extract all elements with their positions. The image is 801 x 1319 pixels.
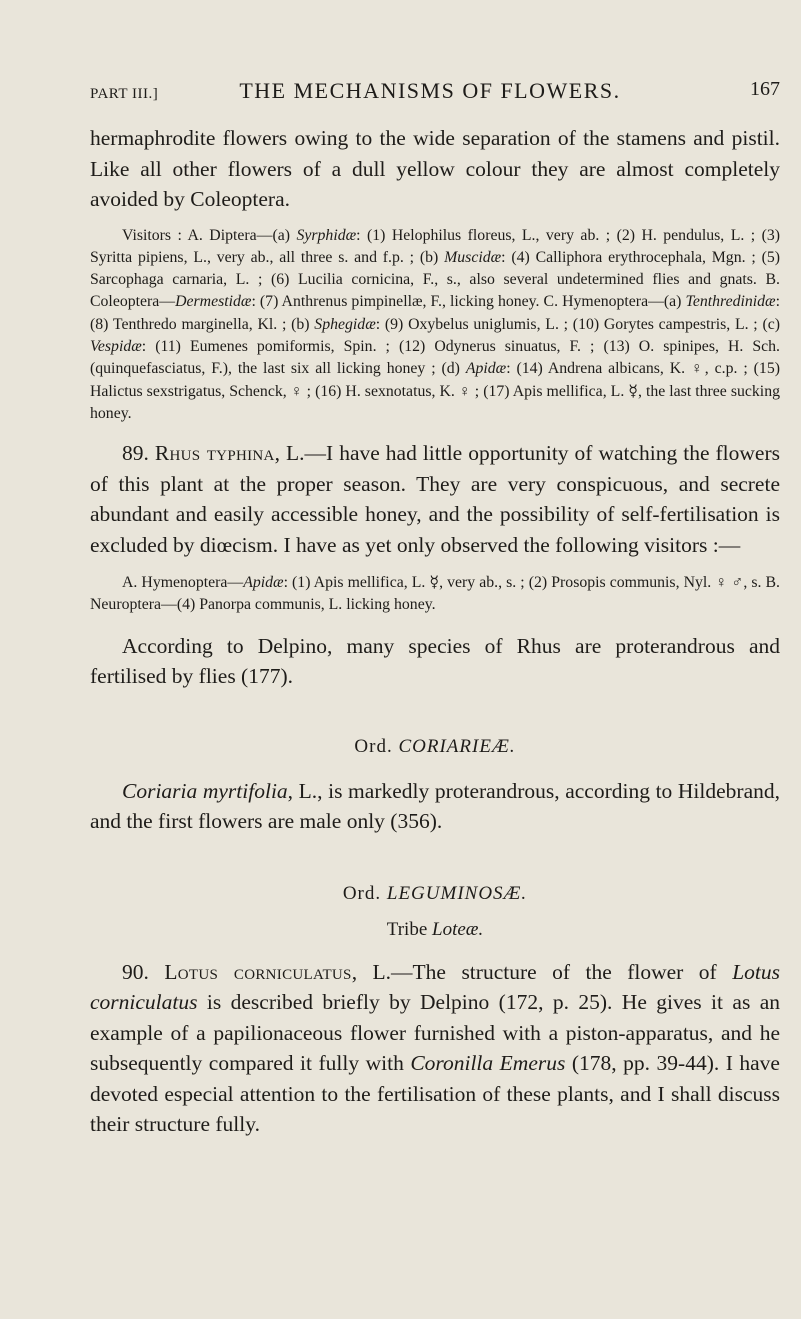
tribe-heading-loteae: Tribe Loteæ. [386,918,484,940]
visitors-list-rhus-cotinus: Visitors : A. Diptera—(a) Syrphidæ: (1) Helophilus floreus, L., very ab. ; (2) H. pendulus, L. ; (3) Syritta pipiens, L., very ab., all three s. and f.p. ; (b) Muscidæ: (4) Calliphora erythrocephala, Mgn. ; (5) Sarcophaga carnaria, L. ; (6) Lucilia cornicina, F., s., also several undetermined flies and gnats. B. Coleoptera—Dermestidæ: (7) Anthrenus pimpinellæ, F., licking honey. C. Hymenoptera—(a) Tenthredinidæ: (8) Tenthredo marginella, Kl. ; (b) Sphegidæ: (9) Oxybelus uniglumis, L. ; (10) Gorytes campestris, L. ; (c) Vespidæ: (11) Eumenes pomiformis, Spin. ; (12) Odynerus sinuatus, F. ; (13) O. spinipes, H. Sch. (quinquefasciatus, F.), the last six all licking honey ; (d) Apidæ: (14) Andrena albicans, K. ♀, c.p. ; (15) Halictus sexstrigatus, Schenck, ♀ ; (16) H. sexnotatus, K. ♀ ; (17) Apis mellifica, L. ☿, the last three sucking honey. [90,226,781,422]
paragraph-continued: hermaphrodite flowers owing to the wide separation of the stamens and pistil. Like all other flowers of a dull yellow colour they are almost completely avoided by Coleoptera. [90,126,780,211]
section-89-rhus-typhina: 89. Rhus typhina, L.—I have had little opportunity of watching the flowers of this plant at the proper season. They are very conspicuous, and secrete abundant and easily accessible honey, and the possibility of self-fertilisation is excluded by diœcism. I have as yet only observed the following visitors :— [90,441,781,557]
order-heading-coriarieae: Ord. CORIARIEÆ. [354,735,516,757]
order-heading-leguminosae: Ord. LEGUMINOSÆ. [342,882,528,904]
visitors-list-rhus-typhina: A. Hymenoptera—Apidæ: (1) Apis mellifica, L. ☿, very ab., s. ; (2) Prosopis communis, Nyl. ♀ ♂, s. B. Neuroptera—(4) Panorpa communis, L. licking honey. [90,574,781,614]
running-header [90,78,780,108]
paragraph-delpino-rhus: According to Delpino, many species of Rhus are proterandrous and fertilised by flies (177). [90,633,780,689]
page-number: 167 [750,78,780,100]
part-label: PART III.] [90,86,159,102]
page-body [90,123,780,1140]
running-title: THE MECHANISMS OF FLOWERS. [239,78,621,103]
section-90-lotus-corniculatus: 90. Lotus corniculatus, L.—The structure of the flower of Lotus corniculatus is described briefly by Delpino (172, p. 25). He gives it as an example of a papilionaceous flower furnished with a piston-apparatus, and he subsequently compared it fully with Coronilla Emerus (178, pp. 39-44). I have devoted especial attention to the fertilisation of these plants, and I shall discuss their structure fully. [90,959,780,1137]
paragraph-coriaria: Coriaria myrtifolia, L., is markedly proterandrous, according to Hildebrand, and the first flowers are male only (356). [90,778,780,834]
